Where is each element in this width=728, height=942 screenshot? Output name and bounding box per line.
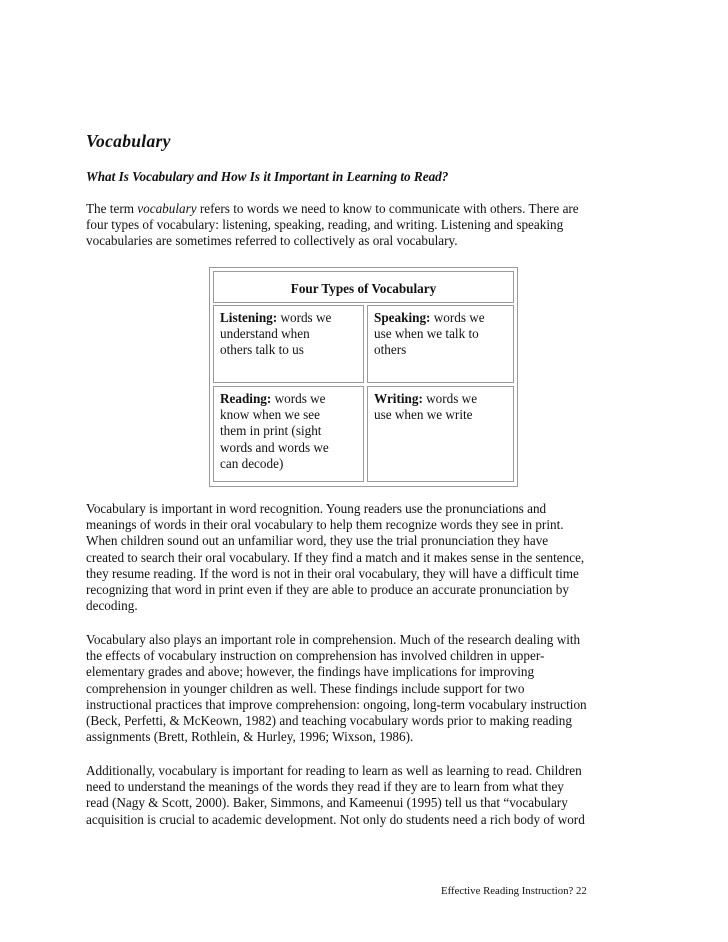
paragraph-line: created to search their oral vocabulary. If they find a match and it makes sense in the sentence, xyxy=(86,549,585,565)
cell-term: Speaking: xyxy=(374,310,431,325)
page-footer: Effective Reading Instruction? 22 xyxy=(441,885,587,897)
section-title: Vocabulary xyxy=(86,131,171,151)
paragraph-line: they resume reading. If the word is not in their oral vocabulary, they will have a difficult time xyxy=(86,565,579,581)
paragraph-line: recognizing that word in print even if they are able to produce an accurate pronunciation by xyxy=(86,582,569,598)
cell-term: Reading: xyxy=(220,391,272,406)
emphasized-term: vocabulary xyxy=(137,201,197,216)
paragraph-line: assignments (Brett, Rothlein, & Hurley, 1996; Wixson, 1986). xyxy=(86,729,414,745)
cell-term: Writing: xyxy=(374,391,423,406)
paragraph-line: Vocabulary also plays an important role in comprehension. Much of the research dealing with xyxy=(86,632,581,647)
paragraph-line: the effects of vocabulary instruction on comprehension has involved children in upper- xyxy=(86,648,545,664)
body-paragraph xyxy=(86,501,646,614)
cell-term: Listening: xyxy=(220,310,278,325)
paragraph-line: (Beck, Perfetti, & McKeown, 1982) and teaching vocabulary words prior to making reading xyxy=(86,713,572,729)
paragraph-line: read (Nagy & Scott, 2000). Baker, Simmons, and Kameenui (1995) tell us that “vocabulary xyxy=(86,795,568,811)
paragraph-line: Additionally, vocabulary is important for reading to learn as well as learning to read. Children xyxy=(86,763,582,778)
vocabulary-types-table xyxy=(209,267,518,487)
section-subheading: What Is Vocabulary and How Is it Important in Learning to Read? xyxy=(86,169,449,184)
paragraph-line: When children sound out an unfamiliar word, they use the trial pronunciation they have xyxy=(86,533,549,549)
table-cell-speaking: Speaking: words we use when we talk to others xyxy=(367,305,514,383)
intro-paragraph xyxy=(86,201,646,250)
paragraph-line: vocabularies are sometimes referred to collectively as oral vocabulary. xyxy=(86,233,458,249)
paragraph-line: instructional practices that improve comprehension: ongoing, long-term vocabulary instruction xyxy=(86,696,587,712)
table-cell-listening: Listening: words we understand when others talk to us xyxy=(213,305,364,383)
paragraph-line: need to understand the meanings of the words they read if they are to learn from what they xyxy=(86,779,564,795)
table-cell-writing: Writing: words we use when we write xyxy=(367,386,514,482)
paragraph-line: four types of vocabulary: listening, speaking, reading, and writing. Listening and speaking xyxy=(86,217,564,233)
paragraph-line: meanings of words in their oral vocabulary to help them recognize words they see in print. xyxy=(86,517,564,533)
body-paragraph xyxy=(86,632,646,745)
paragraph-line: acquisition is crucial to academic development. Not only do students need a rich body of word xyxy=(86,811,585,827)
table-cell-reading: Reading: words we know when we see them in print (sight words and words we can decode) xyxy=(213,386,364,482)
paragraph-line: decoding. xyxy=(86,598,138,614)
paragraph-line: Vocabulary is important in word recognition. Young readers use the pronunciations and xyxy=(86,501,547,516)
table-title: Four Types of Vocabulary xyxy=(213,271,514,303)
paragraph-line: The term vocabulary refers to words we need to know to communicate with others. There are xyxy=(86,201,579,216)
body-paragraph xyxy=(86,763,646,828)
paragraph-line: comprehension in younger children as well. These findings include support for two xyxy=(86,680,525,696)
paragraph-line: elementary grades and above; however, the findings have implications for improving xyxy=(86,664,535,680)
